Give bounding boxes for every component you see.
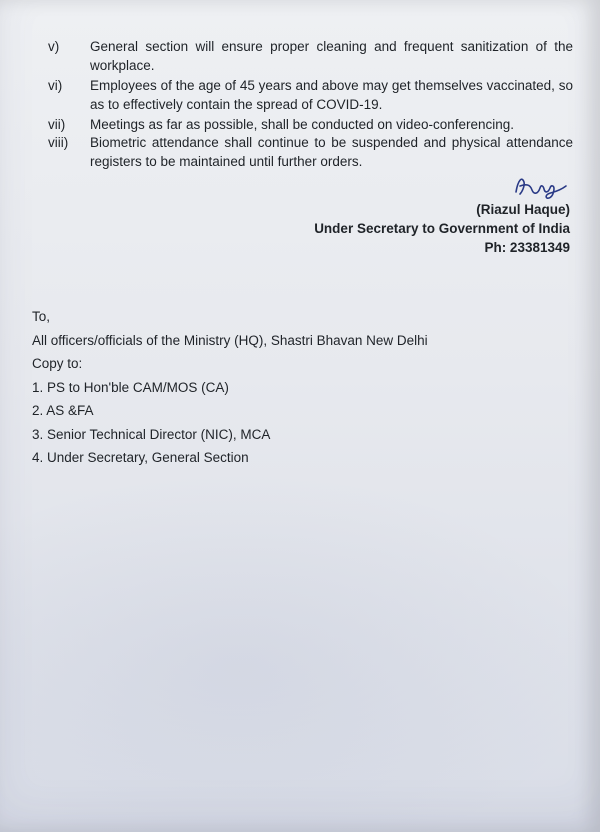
signatory-phone: Ph: 23381349 [484, 240, 570, 255]
copy-item: 1. PS to Hon'ble CAM/MOS (CA) [32, 379, 229, 395]
item-text: Biometric attendance shall continue to be suspended and physical attendance registers to be maintained until further orders. [90, 135, 573, 169]
address-block [32, 305, 552, 470]
item-text: General section will ensure proper cleaning and frequent sanitization of the workplace. [90, 39, 573, 73]
item-number: viii) [48, 135, 69, 150]
item-number: vi) [48, 78, 63, 93]
copy-item: 2. AS &FA [32, 403, 94, 418]
signatory-name: (Riazul Haque) [476, 202, 570, 217]
item-number: vii) [48, 117, 66, 132]
item-text: Meetings as far as possible, shall be conducted on video-conferencing. [90, 117, 515, 132]
signatory-designation: Under Secretary to Government of India [314, 221, 570, 236]
recipients-line: All officers/officials of the Ministry (HQ), Shastri Bhavan New Delhi [32, 332, 428, 348]
paper-shadow [0, 470, 600, 832]
copy-item: 4. Under Secretary, General Section [32, 450, 249, 465]
item-number: v) [48, 39, 60, 54]
to-label: To, [32, 309, 51, 324]
handwritten-signature-icon [510, 172, 570, 202]
item-text: Employees of the age of 45 years and above may get themselves vaccinated, so as to effectively contain the spread of COVID-19. [90, 78, 573, 112]
copy-to-label: Copy to: [32, 356, 83, 371]
copy-item: 3. Senior Technical Director (NIC), MCA [32, 426, 271, 442]
signature-block [270, 176, 570, 257]
